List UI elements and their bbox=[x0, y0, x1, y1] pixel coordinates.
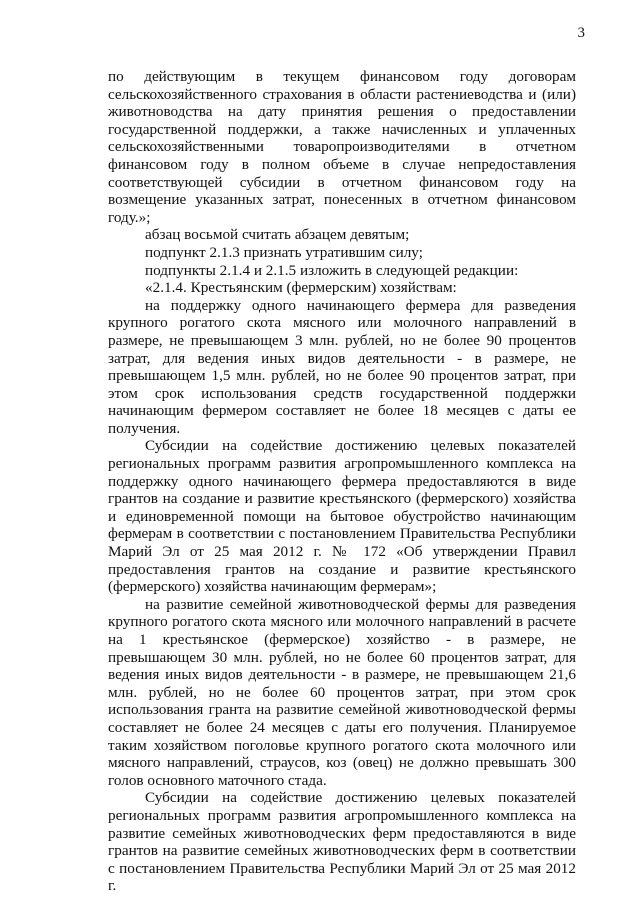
paragraph-abzac-eighth: абзац восьмой считать абзацем девятым; bbox=[145, 226, 410, 244]
paragraph-beginning-farmer-support: на поддержку одного начинающего фермера для разведения крупного рогатого скота мясного или молочного направлений в размере, не превышающем 3 млн. рублей, но не более 90 процентов затрат, для ведения иных видов деятельности - в размере, не превышающем 1,5 млн. рублей, но не более 90 процентов затрат, при этом срок использования средств государственной поддержки начинающим фермером составляет не более 18 месяцев с даты ее получения. bbox=[108, 296, 576, 437]
document-body bbox=[108, 68, 576, 895]
paragraph-beginning-farmer-grants: Субсидии на содействие достижению целевых показателей региональных программ развития агропромышленного комплекса на поддержку одного начинающего фермера предоставляются в виде грантов на создание и развитие крестьянского (фермерского) хозяйства и единовременной помощи на бытовое обустройство начинающим фермерам в соответствии с постановлением Правительства Республики Марий Эл от 25 мая 2012 г. № 172 «Об утверждении Правил предоставления грантов на создание и развитие крестьянского (фермерского) хозяйства начинающим фермерам»; bbox=[108, 437, 576, 596]
page-number: 3 bbox=[577, 25, 585, 41]
paragraph-subitem-2-1-3: подпункт 2.1.3 признать утратившим силу; bbox=[145, 243, 423, 261]
paragraph-insurance-continuation: по действующим в текущем финансовом году договорам сельскохозяйственного страхования в области растениеводства и (или) животноводства на дату принятия решения о предоставлении государственной поддержки, а также начисленных и уплаченных сельскохозяйственными товаропроизводителями в отчетном финансовом году в полном объеме в случае непредоставления соответствующей субсидии в отчетном финансовом году на возмещение указанных затрат, понесенных в отчетном финансовом году.»; bbox=[108, 68, 576, 226]
paragraph-subitems-2-1-4-2-1-5: подпункты 2.1.4 и 2.1.5 изложить в следующей редакции: bbox=[145, 261, 519, 279]
paragraph-2-1-4-heading: «2.1.4. Крестьянским (фермерским) хозяйствам: bbox=[145, 279, 457, 297]
paragraph-family-farm-development: на развитие семейной животноводческой фермы для разведения крупного рогатого скота мясного или молочного направлений в расчете на 1 крестьянское (фермерское) хозяйство - в размере, не превышающем 30 млн. рублей, но не более 60 процентов затрат, для ведения иных видов деятельности - в размере, не превышающем 21,6 млн. рублей, но не более 60 процентов затрат, при этом срок использования гранта на развитие семейной животноводческой фермы составляет не более 24 месяцев с даты его получения. Планируемое таким хозяйством поголовье крупного рогатого скота молочного или мясного направлений, страусов, коз (овец) не должно превышать 300 голов основного маточного стада. bbox=[108, 595, 576, 789]
paragraph-family-farm-grants: Субсидии на содействие достижению целевых показателей региональных программ развития агропромышленного комплекса на развитие семейных животноводческих ферм предоставляются в виде грантов на развитие семейных животноводческих ферм в соответствии с постановлением Правительства Республики Марий Эл от 25 мая 2012 г. bbox=[108, 789, 576, 895]
